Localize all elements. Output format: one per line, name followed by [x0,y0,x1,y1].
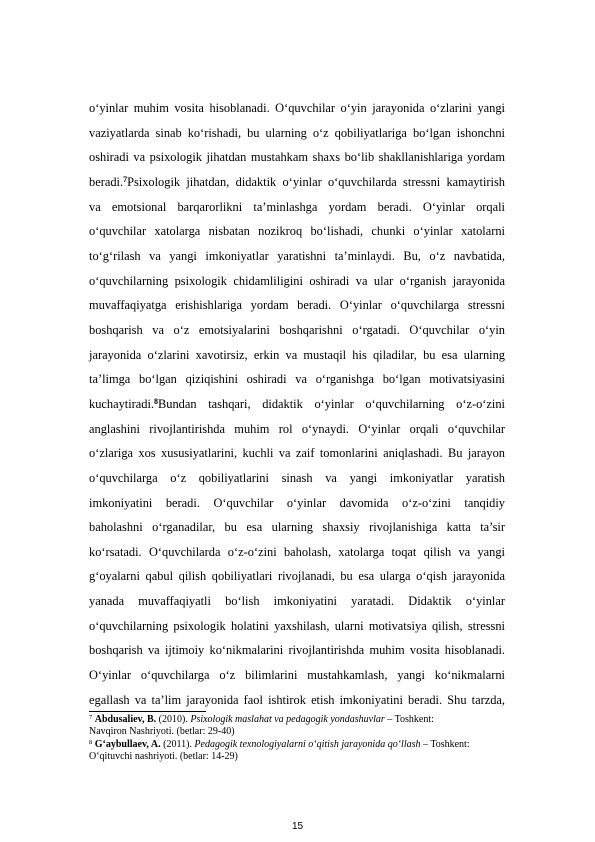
footnote-separator [89,711,206,712]
footnote-author: G‘aybullaev, A. [94,738,161,750]
text-line-with-footnote-7 [89,170,505,195]
text-segment: beradi. [89,174,124,189]
text-line: o‘zlariga xos xususiyatlarini, kuchli va zaif tomonlarini aniqlashadi. Bu jarayon [89,446,505,461]
text-line: yanada muvaffaqiyatli bo‘lish imkoniyatini yaratadi. Didaktik o‘yinlar [89,594,505,609]
footnote-author: Abdusaliev, B. [94,714,157,725]
page-number: 15 [291,821,304,832]
footnote-number: 7 [89,714,93,721]
text-line: imkoniyatini beradi. O‘quvchilar o‘yinlar davomida o‘z-o‘zini tanqidiy [89,495,505,510]
footnote-year: (2011). [160,738,195,750]
footnote-source: Navqiron Nashriyoti. (betlar: 29-40) [89,726,235,738]
footnote-source: O‘qituvchi nashriyoti. (betlar: 14-29) [89,751,238,763]
footnote-8 [89,739,509,764]
text-line: O‘yinlar o‘quvchilarga o‘z bilimlarini mustahkamlash, yangi ko‘nikmalarni [89,668,505,683]
footnote-publisher: – Toshkent: [420,738,470,750]
text-line: oshiradi va psixologik jihatdan mustahkam shaxs bo‘lib shakllanishlariga yordam [89,150,505,165]
footnote-year: (2010). [156,714,191,725]
text-line: boshqarish va ijtimoiy ko‘nikmalarini rivojlantirishda muhim vosita hisoblanadi. [89,643,505,658]
text-line: ta’limga bo‘lgan qiziqishini oshiradi va o‘rganishga bo‘lgan motivatsiyasini [89,372,505,387]
text-line: jarayonida o‘zlarini xavotirsiz, erkin va mustaqil his qiladilar, bu esa ularning [89,347,505,362]
text-line: baholashni o‘rganadilar, bu esa ularning shaxsiy rivojlanishiga katta ta’sir [89,520,505,535]
text-line: o‘quvchilarga o‘z qobiliyatlarini sinash va yangi imkoniyatlar yaratish [89,470,505,485]
text-line: egallash va ta’lim jarayonida faol ishtirok etish imkoniyatini beradi. Shu tarzda, [89,692,505,707]
footnote-publisher: – Toshkent: [384,714,434,725]
text-line: o‘quvchilar xatolarga nisbatan nozikroq bo‘lishadi, chunki o‘yinlar xatolarni [89,224,505,239]
text-line: to‘g‘rilash va yangi imkoniyatlar yaratishni ta’minlaydi. Bu, o‘z navbatida, [89,248,505,263]
text-line: o‘quvchilarning psixologik chidamliligini oshiradi va ular o‘rganish jarayonida [89,273,505,288]
footnote-7 [89,714,509,739]
text-line: o‘quvchilarning psixologik holatini yaxshilash, ularni motivatsiya qilish, stressni [89,618,505,633]
text-line: vaziyatlarda sinab ko‘rishadi, bu ularning o‘z qobiliyatlariga bo‘lgan ishonchni [89,125,505,140]
footnote-number: 8 [89,738,93,746]
text-segment: Psixologik jihatdan, didaktik o‘yinlar o‘quvchilarda stressni kamaytirish [127,174,505,189]
text-line: ko‘rsatadi. O‘quvchilarda o‘z-o‘zini baholash, xatolarga toqat qilish va yangi [89,544,505,559]
body-paragraph [89,96,505,712]
text-line: va emotsional barqarorlikni ta’minlashga yordam beradi. O‘yinlar orqali [89,199,505,214]
text-segment: kuchaytiradi. [89,396,155,411]
text-line: o‘yinlar muhim vosita hisoblanadi. O‘quvchilar o‘yin jarayonida o‘zlarini yangi [89,101,505,115]
text-line: muvaffaqiyatga erishishlariga yordam beradi. O‘yinlar o‘quvchilarga stressni [89,298,505,313]
footnote-title: Pedagogik texnologiyalarni o‘qitish jarayonida qo‘llash [194,738,421,750]
footnote-title: Psixologik maslahat va pedagogik yondashuvlar [190,714,385,725]
footnote-ref-7[interactable]: 7 [123,174,128,184]
text-segment: Bundan tashqari, didaktik o‘yinlar o‘quvchilarning o‘z-o‘zini [158,396,505,411]
text-line: anglashini rivojlantirishda muhim rol o‘ynaydi. O‘yinlar orqali o‘quvchilar [89,421,505,436]
text-line: g‘oyalarni qabul qilish qobiliyatlari rivojlanadi, bu esa ularga o‘qish jarayonida [89,569,505,584]
text-line-with-footnote-8 [89,392,505,417]
text-line: boshqarish va o‘z emotsiyalarini boshqarishni o‘rgatadi. O‘quvchilar o‘yin [89,322,505,337]
footnotes [89,714,509,764]
footnote-ref-8[interactable]: 8 [154,396,159,406]
